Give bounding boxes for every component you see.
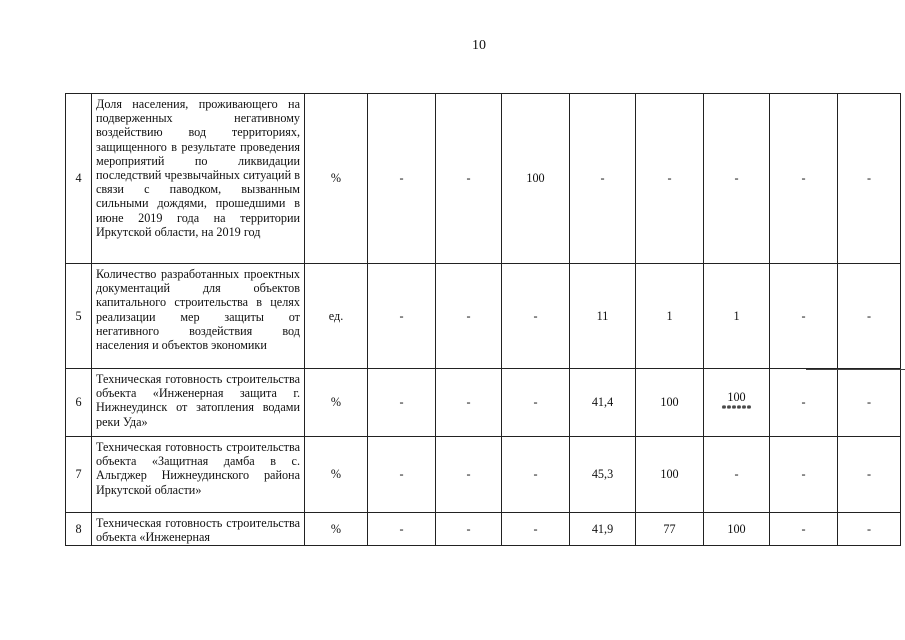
value-cell: 1	[704, 264, 770, 369]
value-cell: -	[770, 513, 838, 546]
unit-cell: %	[305, 437, 368, 513]
value-cell: -	[838, 437, 901, 513]
value-cell: 1	[636, 264, 704, 369]
value-cell: -	[838, 94, 901, 264]
value-cell: 41,4	[570, 369, 636, 437]
indicator-name: Техническая готовность строительства объекта «Инженерная	[92, 513, 305, 546]
value-cell: -	[368, 264, 436, 369]
unit-cell: %	[305, 94, 368, 264]
value-cell: -	[502, 437, 570, 513]
value-cell: -	[704, 437, 770, 513]
value-cell-with-note	[704, 369, 770, 437]
value-cell: 41,9	[570, 513, 636, 546]
value-cell: -	[770, 94, 838, 264]
value-cell: -	[436, 264, 502, 369]
value-cell: 45,3	[570, 437, 636, 513]
value-cell: -	[368, 513, 436, 546]
row-number: 7	[66, 437, 92, 513]
footnote-marker: ******	[721, 403, 752, 415]
page-number: 10	[472, 38, 486, 53]
row-number: 8	[66, 513, 92, 546]
table-row	[66, 264, 901, 369]
value-cell: -	[368, 94, 436, 264]
value-cell: 100	[502, 94, 570, 264]
value-cell: 100	[636, 437, 704, 513]
table-row	[66, 369, 901, 437]
value-cell: -	[368, 369, 436, 437]
value-cell: -	[436, 513, 502, 546]
table-row	[66, 513, 901, 546]
value-cell: -	[838, 369, 901, 437]
value-cell: -	[502, 369, 570, 437]
unit-cell: %	[305, 369, 368, 437]
row-number: 6	[66, 369, 92, 437]
value-cell: -	[704, 94, 770, 264]
value-cell: -	[838, 513, 901, 546]
value-cell: -	[770, 437, 838, 513]
value-cell: -	[770, 264, 838, 369]
value-cell: -	[436, 437, 502, 513]
value-cell: -	[502, 264, 570, 369]
value-cell: 11	[570, 264, 636, 369]
value-cell: 77	[636, 513, 704, 546]
table-row	[66, 94, 901, 264]
row-number: 5	[66, 264, 92, 369]
indicators-table	[65, 93, 901, 546]
unit-cell: ед.	[305, 264, 368, 369]
row-number: 4	[66, 94, 92, 264]
value-cell: -	[436, 369, 502, 437]
value-text: 100	[727, 390, 746, 405]
value-cell: -	[570, 94, 636, 264]
indicator-name: Техническая готовность строительства объекта «Инженерная защита г. Нижнеудинск от затопления водами реки Уда»	[92, 369, 305, 437]
table-row	[66, 437, 901, 513]
scan-artifact-line	[806, 369, 905, 370]
value-cell: -	[436, 94, 502, 264]
value-cell: -	[636, 94, 704, 264]
value-cell: 100	[636, 369, 704, 437]
value-cell: -	[368, 437, 436, 513]
value-cell: -	[770, 369, 838, 437]
indicator-name: Техническая готовность строительства объекта «Защитная дамба в с. Альгджер Нижнеудинского района Иркутской области»	[92, 437, 305, 513]
indicator-name: Доля населения, проживающего на подверженных негативному воздействию вод территориях, защищенного в результате проведения мероприятий по ликвидации последствий чрезвычайных ситуаций в связи с паводком, вызванным сильными дождями, прошедшими в июне 2019 года на территории Иркутской области, на 2019 год	[92, 94, 305, 264]
indicator-name: Количество разработанных проектных документаций для объектов капитального строительства в целях реализации мер защиты от негативного воздействия вод населения и объектов экономики	[92, 264, 305, 369]
unit-cell: %	[305, 513, 368, 546]
value-cell: 100	[704, 513, 770, 546]
value-cell: -	[838, 264, 901, 369]
value-cell: -	[502, 513, 570, 546]
